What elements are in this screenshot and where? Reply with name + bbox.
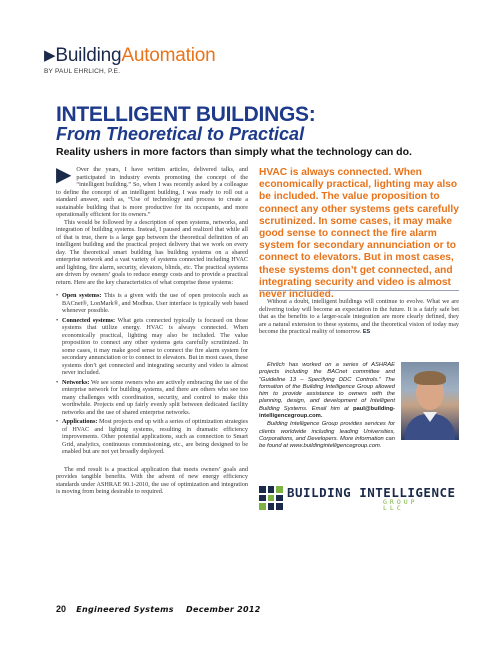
intro-paragraph-2: This would be followed by a description of open systems, networks, and integration of building systems. Instead, I paused and realized that while all of that is true, there is a large gap between the theoretical definition of an intelligent building and the practical project delivery that we work on every day. The theoretical smart building has building systems on a shared enterprise network and a vast variety of systems connected including HVAC and lighting, fire alarm, security, elevators, blinds, etc. The practical systems are driven by owners’ goals to reduce energy costs and to provide a practical return. Here are the key characteristics of what comprise these systems: — [56, 218, 248, 286]
section-brand — [44, 46, 215, 66]
bullet-icon: • — [56, 378, 59, 386]
closing-paragraph-right: Without a doubt, intelligent buildings will continue to evolve. What we are delivering today will become an expectation in the future. It is a fairly safe bet that as the benefits to a larger-scale integration are more clearly defined, they are a natural extension to these systems, and the theoretical vision of today may become the practical reality of tomorrow. ES — [259, 298, 459, 335]
divider — [259, 290, 459, 291]
author-photo — [401, 362, 459, 440]
logo-name: BUILDING INTELLIGENCE — [287, 485, 456, 500]
author-email-link[interactable]: paul@building-intelligencegroup.com. — [259, 405, 395, 420]
bio-paragraph-1: Ehrlich has worked on a series of ASHRAE projects including the BACnet committee and “Guideline 13 – Specifying DDC Controls.” The formation of the Building Intelligence Group allowed him to provide assistance to owners with the planning, design, and development of Intelligent Building Systems. Email him at paul@building-intelligencegroup.com. — [259, 362, 395, 420]
page-number: 20 — [56, 604, 67, 614]
article-deck: Reality ushers in more factors than simply what the technology can do. — [56, 146, 412, 158]
closing-paragraph-left: The end result is a practical application that meets owners’ goals and provides tangible benefits. With the advent of new energy efficiency standards under ASHRAE 90.1-2010, the use of optimization and integration is moving from being desirable to required. — [56, 465, 248, 495]
right-column — [259, 298, 459, 337]
byline: BY PAUL EHRLICH, P.E. — [44, 68, 121, 75]
section-name-automation: Automation — [121, 45, 216, 66]
list-item: • Applications: Most projects end up with a series of optimization strategies of HVAC and lighting systems, resulting in dramatic efficiency improvements. Other potential applications, such as connection to Smart Grid, analytics, continuous commissioning, etc., are being designed to be enabled but are not yet broadly deployed. — [56, 418, 249, 455]
bio-paragraph-2: Building Intelligence Group provides services for clients worldwide including leading Universities, Corporations, and Developers. More information can be found at www.buildingintelligencegroup.com. — [259, 421, 395, 450]
drop-cap-triangle-icon: ▶ — [56, 164, 72, 186]
section-name-building: Building — [55, 45, 122, 66]
list-item: • Open systems: This is a given with the use of open protocols such as BACnet®, LonMark®, and Modbus. User interface is typically web based whenever possible. — [56, 292, 249, 314]
end-mark: ES — [362, 329, 371, 335]
list-item: • Networks: We see some owners who are actively embracing the use of the enterprise network for building systems, and there are others who see too many challenges with coordination, security, and control to make this worthwhile. Projects end up fairly evenly split between dedicated facility networks and the use of shared enterprise networks. — [56, 378, 248, 416]
intro-paragraph-1: ▶ Over the years, I have written articles, delivered talks, and participated in industry events promoting the concept of the “intelligent building.” So, when I was recently asked by a colleague to define the concept of an intelligent building, I was ready to roll out a standard answer, such as, “Use of technology and process to create a sustainable building that is more productive for its occupants, and more operationally efficient for its owners.” — [56, 164, 248, 218]
article-subtitle: From Theoretical to Practical — [56, 124, 305, 144]
characteristics-list — [56, 292, 248, 456]
section-header — [44, 46, 215, 75]
grid-logo-icon — [259, 486, 283, 510]
building-intelligence-logo — [259, 484, 459, 512]
page-footer — [56, 604, 261, 614]
pull-quote: HVAC is always connected. When economically practical, lighting may also be included. The value proposition to connect any other systems gets carefully scrutinized. In some cases, it may make good sense to connect the fire alarm system for secondary annunciation or to connect to elevators. But in most cases, these systems don’t get connected, and integrating security and video is almost never included. — [259, 167, 459, 301]
author-bio — [259, 362, 395, 452]
bullet-icon: • — [56, 418, 59, 425]
logo-subtitle: GROUP LLC — [383, 498, 418, 512]
triangle-icon: ▶ — [44, 47, 56, 64]
bullet-icon: • — [56, 292, 59, 299]
magazine-name: Engineered Systems — [76, 605, 174, 614]
issue-date: December 2012 — [186, 605, 261, 614]
list-item: • Connected systems: What gets connected typically is focused on those systems that utilize energy. HVAC is always connected. When economically practical, lighting may also be included. The value proposition to connect any other systems gets carefully scrutinized. In some cases, it may make good sense to connect the fire alarm system for secondary annunciation or to connect to elevators. But in most cases, these systems don’t get connected and integrating security and video is almost never included. — [56, 316, 249, 376]
bullet-icon: • — [56, 316, 59, 324]
left-column — [56, 166, 248, 496]
article-title: INTELLIGENT BUILDINGS: — [56, 103, 316, 126]
